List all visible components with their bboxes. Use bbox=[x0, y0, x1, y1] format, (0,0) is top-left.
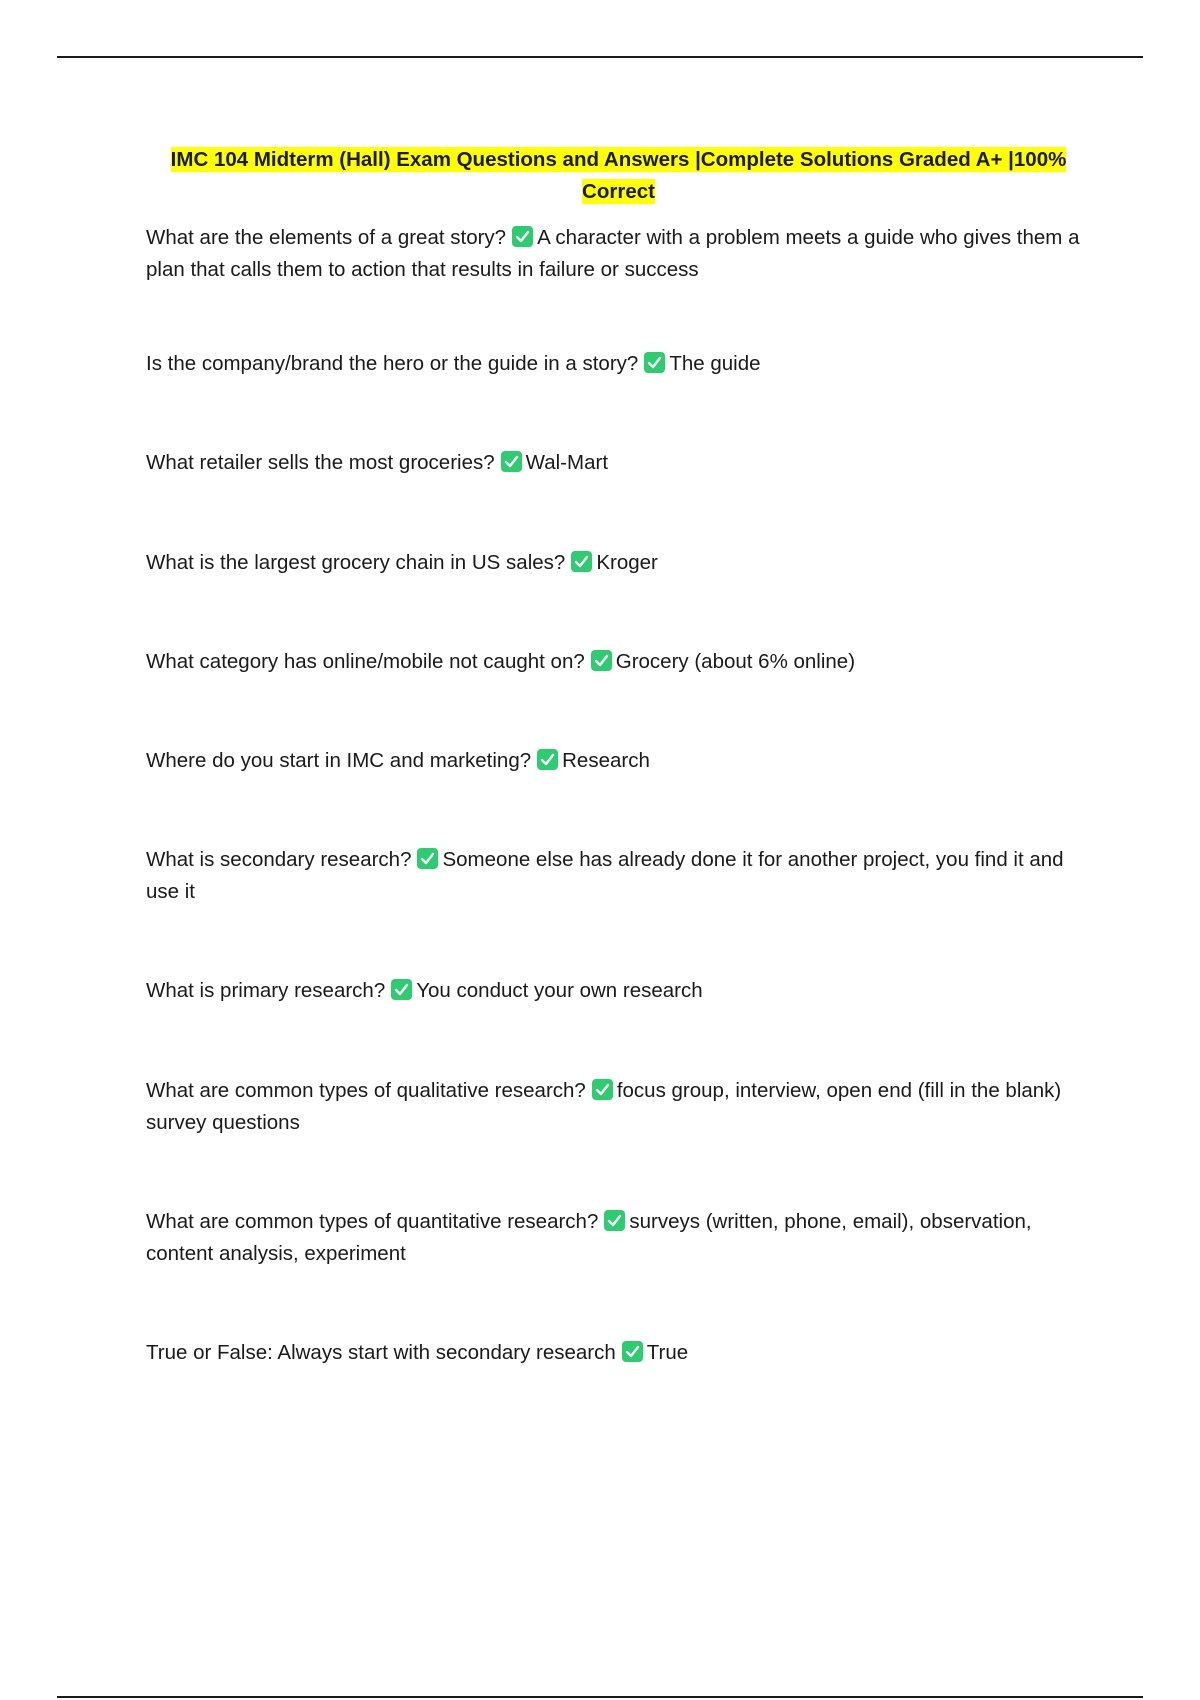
qa-item-11 bbox=[146, 1337, 1091, 1369]
qa-item-10 bbox=[146, 1206, 1091, 1270]
qa-item-7 bbox=[146, 844, 1091, 908]
question: True or False: Always start with secondary research bbox=[146, 1341, 616, 1364]
qa-item-6 bbox=[146, 745, 1091, 777]
question: What are common types of qualitative research? bbox=[146, 1079, 586, 1102]
answer: You conduct your own research bbox=[416, 979, 703, 1002]
qa-item-3 bbox=[146, 447, 1091, 479]
qa-item-1 bbox=[146, 222, 1091, 286]
question: What are the elements of a great story? bbox=[146, 226, 507, 249]
question: What is primary research? bbox=[146, 979, 386, 1002]
check-icon bbox=[501, 451, 522, 472]
check-icon bbox=[391, 979, 412, 1000]
qa-item-9 bbox=[146, 1075, 1091, 1139]
check-icon bbox=[622, 1341, 643, 1362]
top-rule bbox=[57, 56, 1143, 58]
check-icon bbox=[592, 1079, 613, 1100]
answer: surveys (written, phone, email), observation, content analysis, experiment bbox=[146, 1210, 1032, 1265]
answer: A character with a problem meets a guide who gives them a plan that calls them to action that results in failure or success bbox=[146, 226, 1080, 281]
title-highlight: IMC 104 Midterm (Hall) Exam Questions and Answers |Complete Solutions Graded A+ |100% Correct bbox=[170, 148, 1067, 203]
question: What retailer sells the most groceries? bbox=[146, 451, 495, 474]
check-icon bbox=[644, 352, 665, 373]
answer: Wal-Mart bbox=[525, 451, 609, 474]
question: Is the company/brand the hero or the guide in a story? bbox=[146, 352, 639, 375]
qa-item-4 bbox=[146, 547, 1091, 579]
qa-item-8 bbox=[146, 975, 1091, 1007]
answer: The guide bbox=[669, 352, 761, 375]
qa-item-5 bbox=[146, 646, 1091, 678]
answer: True bbox=[646, 1341, 689, 1364]
answer: Kroger bbox=[596, 551, 658, 574]
answer: focus group, interview, open end (fill in the blank) survey questions bbox=[146, 1079, 1062, 1134]
document-body bbox=[146, 144, 1091, 1369]
question: What is secondary research? bbox=[146, 848, 412, 871]
answer: Someone else has already done it for another project, you find it and use it bbox=[146, 848, 1064, 903]
question: What is the largest grocery chain in US sales? bbox=[146, 551, 566, 574]
check-icon bbox=[591, 650, 612, 671]
answer: Research bbox=[562, 749, 650, 772]
question: Where do you start in IMC and marketing? bbox=[146, 749, 532, 772]
check-icon bbox=[417, 848, 438, 869]
check-icon bbox=[604, 1210, 625, 1231]
question: What category has online/mobile not caught on? bbox=[146, 650, 585, 673]
check-icon bbox=[537, 749, 558, 770]
check-icon bbox=[512, 226, 533, 247]
bottom-rule bbox=[57, 1696, 1143, 1698]
document-title bbox=[146, 144, 1091, 208]
check-icon bbox=[571, 551, 592, 572]
question: What are common types of quantitative research? bbox=[146, 1210, 599, 1233]
qa-item-2 bbox=[146, 348, 1091, 380]
answer: Grocery (about 6% online) bbox=[615, 650, 856, 673]
